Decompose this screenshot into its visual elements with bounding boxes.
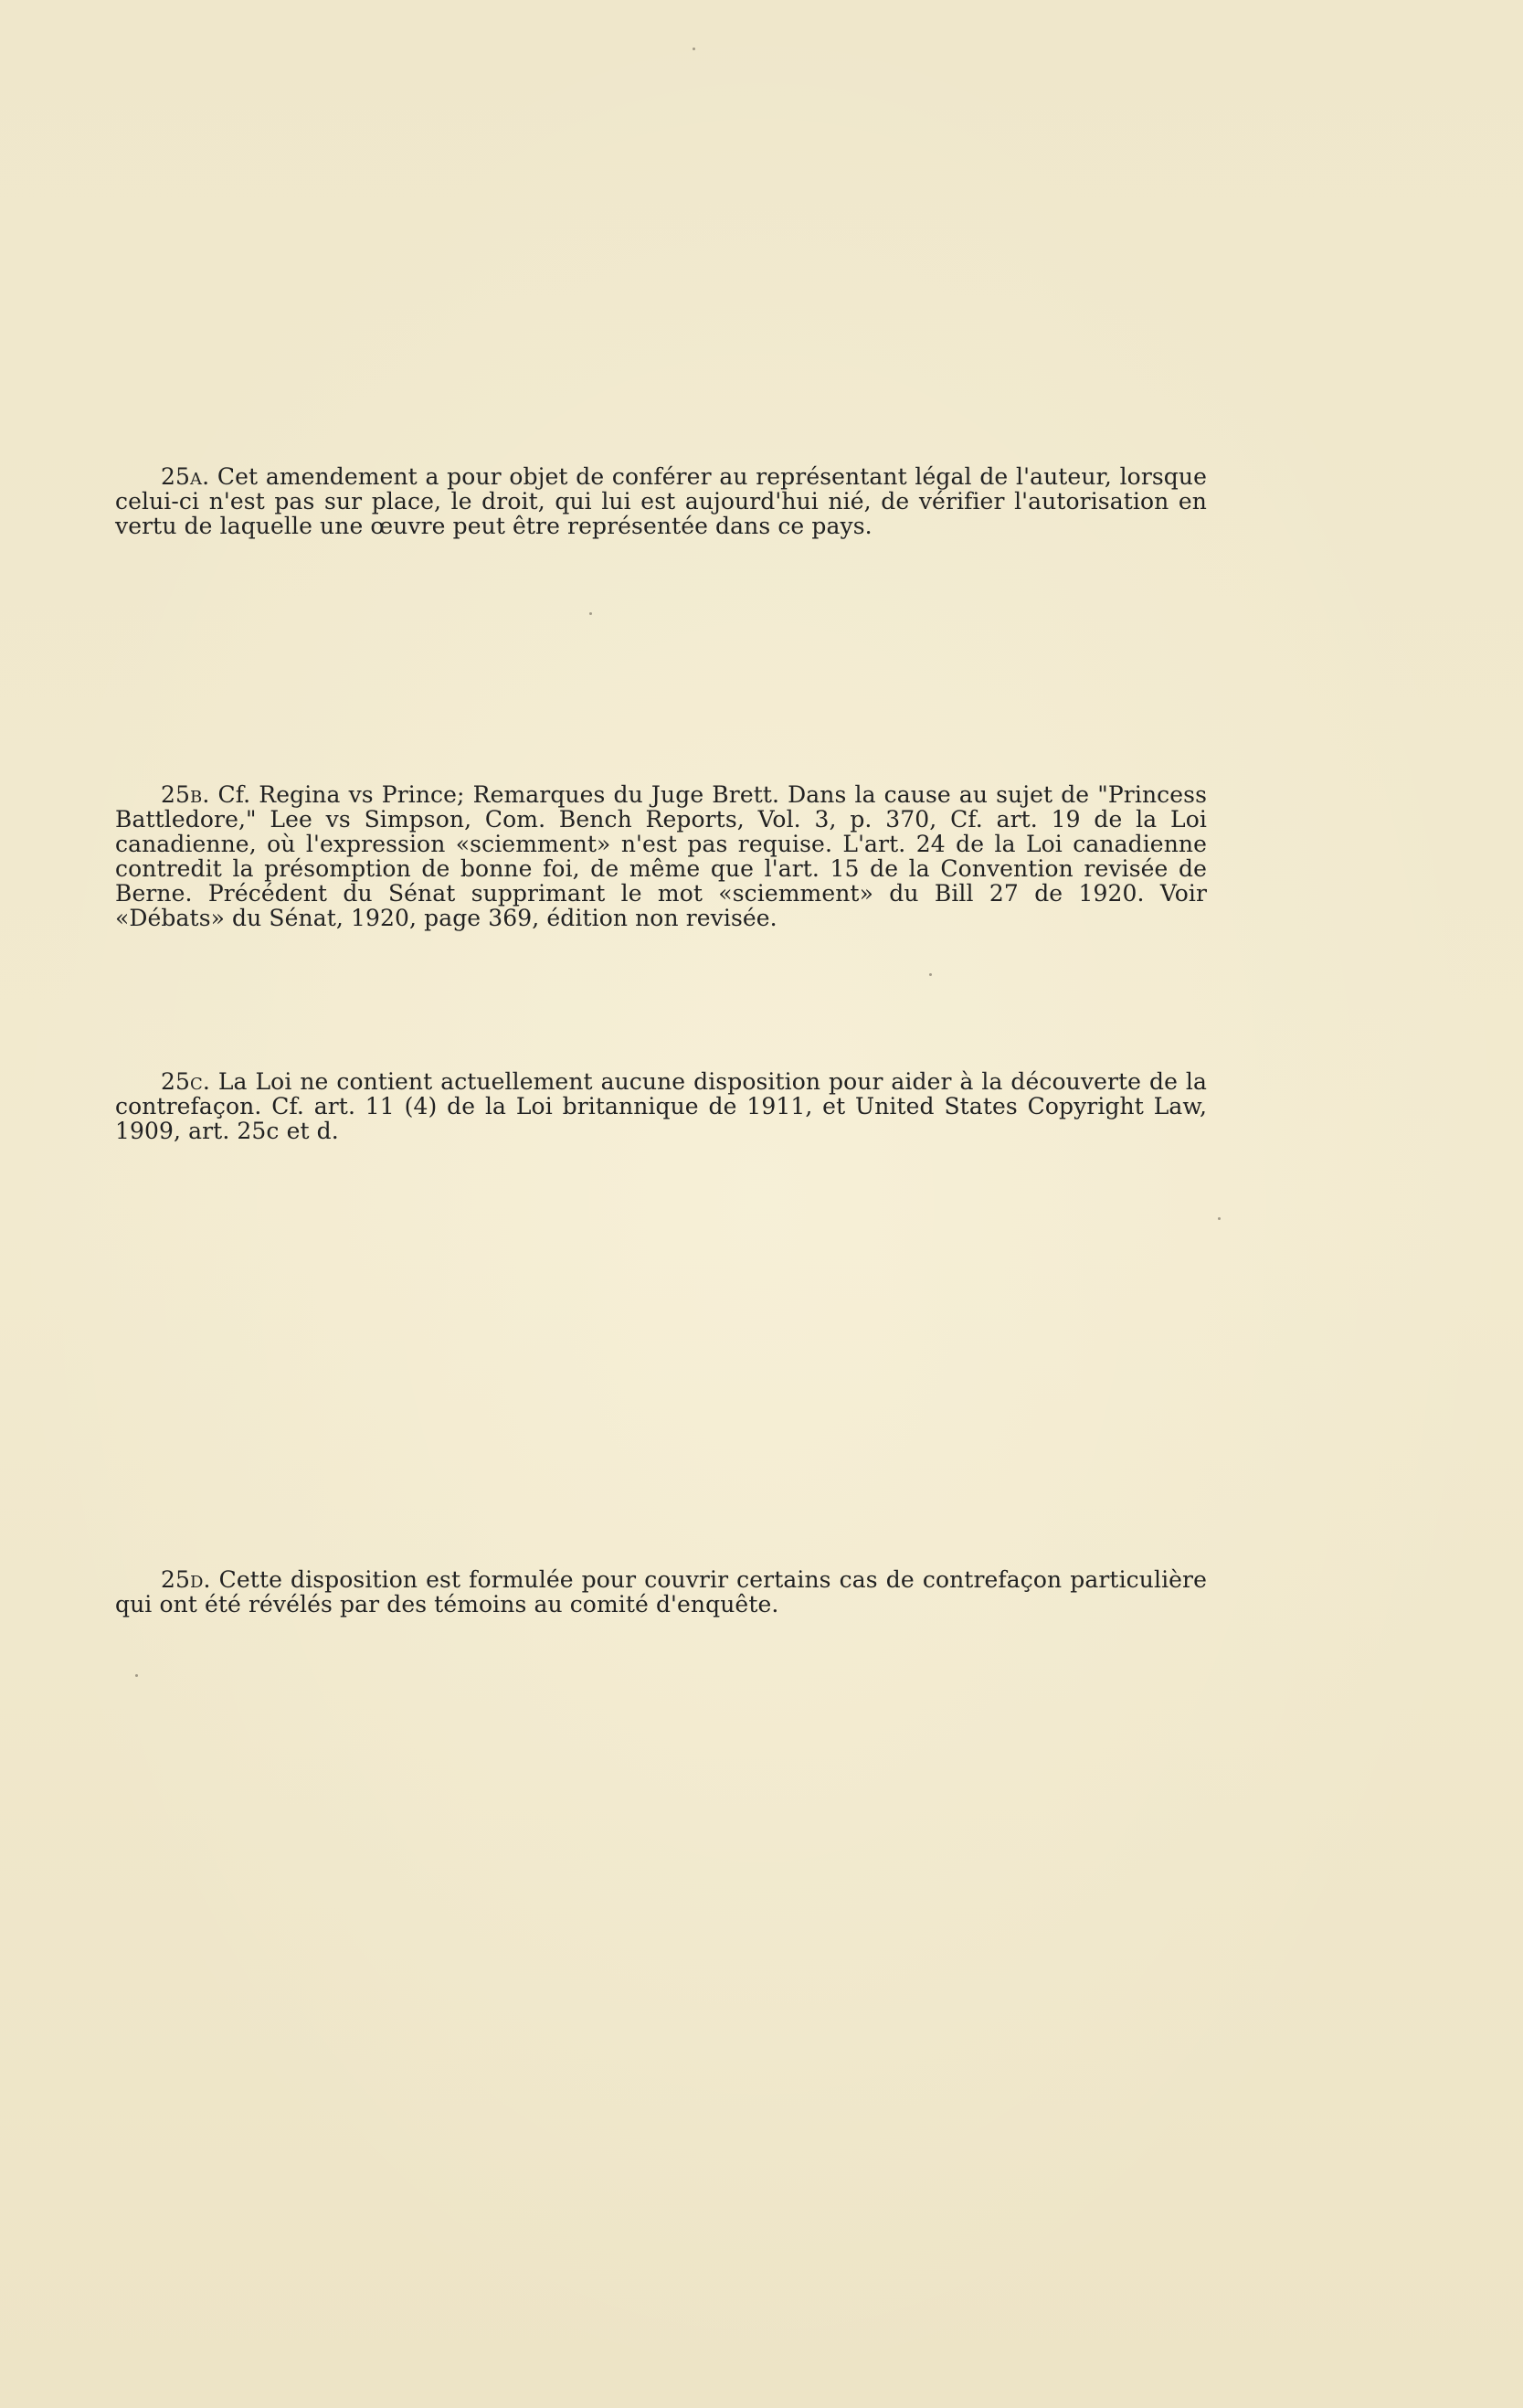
- paper-speck: [693, 48, 695, 50]
- footnote-25c: [115, 1069, 1207, 1143]
- paper-speck: [929, 973, 932, 976]
- footnote-text: Cet amendement a pour objet de conférer au représentant légal de l'auteur, lorsque celui-ci n'est pas sur place, le droit, qui lui est aujourd'hui nié, de vérifier l'autorisation en vertu de laquelle une œuvre peut être représentée dans ce pays.: [115, 463, 1207, 539]
- footnote-label: 25a.: [161, 463, 210, 490]
- footnote-text: Cette disposition est formulée pour couvrir certains cas de contrefaçon particulière qui ont été révélés par des témoins au comité d'enquête.: [115, 1566, 1208, 1618]
- footnote-25a: [115, 464, 1207, 538]
- footnote-25d: [115, 1567, 1207, 1617]
- footnote-label: 25c.: [161, 1068, 210, 1095]
- paper-speck: [135, 1674, 138, 1677]
- footnote-label: 25b.: [161, 781, 210, 808]
- footnote-text: La Loi ne contient actuellement aucune disposition pour aider à la découverte de la contrefaçon. Cf. art. 11 (4) de la Loi britannique de 1911, et United States Copyright Law, 1909, art. 25c et d.: [115, 1068, 1207, 1144]
- paper-speck: [1218, 1217, 1221, 1220]
- paper-speck: [589, 612, 592, 615]
- footnote-label: 25d.: [161, 1566, 211, 1593]
- footnote-25b: [115, 782, 1207, 930]
- footnote-text: Cf. Regina vs Prince; Remarques du Juge Brett. Dans la cause au sujet de "Princess Battledore," Lee vs Simpson, Com. Bench Reports, Vol. 3, p. 370, Cf. art. 19 de la Loi canadienne, où l'expression «sciemment» n'est pas requise. L'art. 24 de la Loi canadienne contredit la présomption de bonne foi, de même que l'art. 15 de la Convention revisée de Berne. Précédent du Sénat supprimant le mot «sciemment» du Bill 27 de 1920. Voir «Débats» du Sénat, 1920, page 369, édition non revisée.: [115, 781, 1207, 931]
